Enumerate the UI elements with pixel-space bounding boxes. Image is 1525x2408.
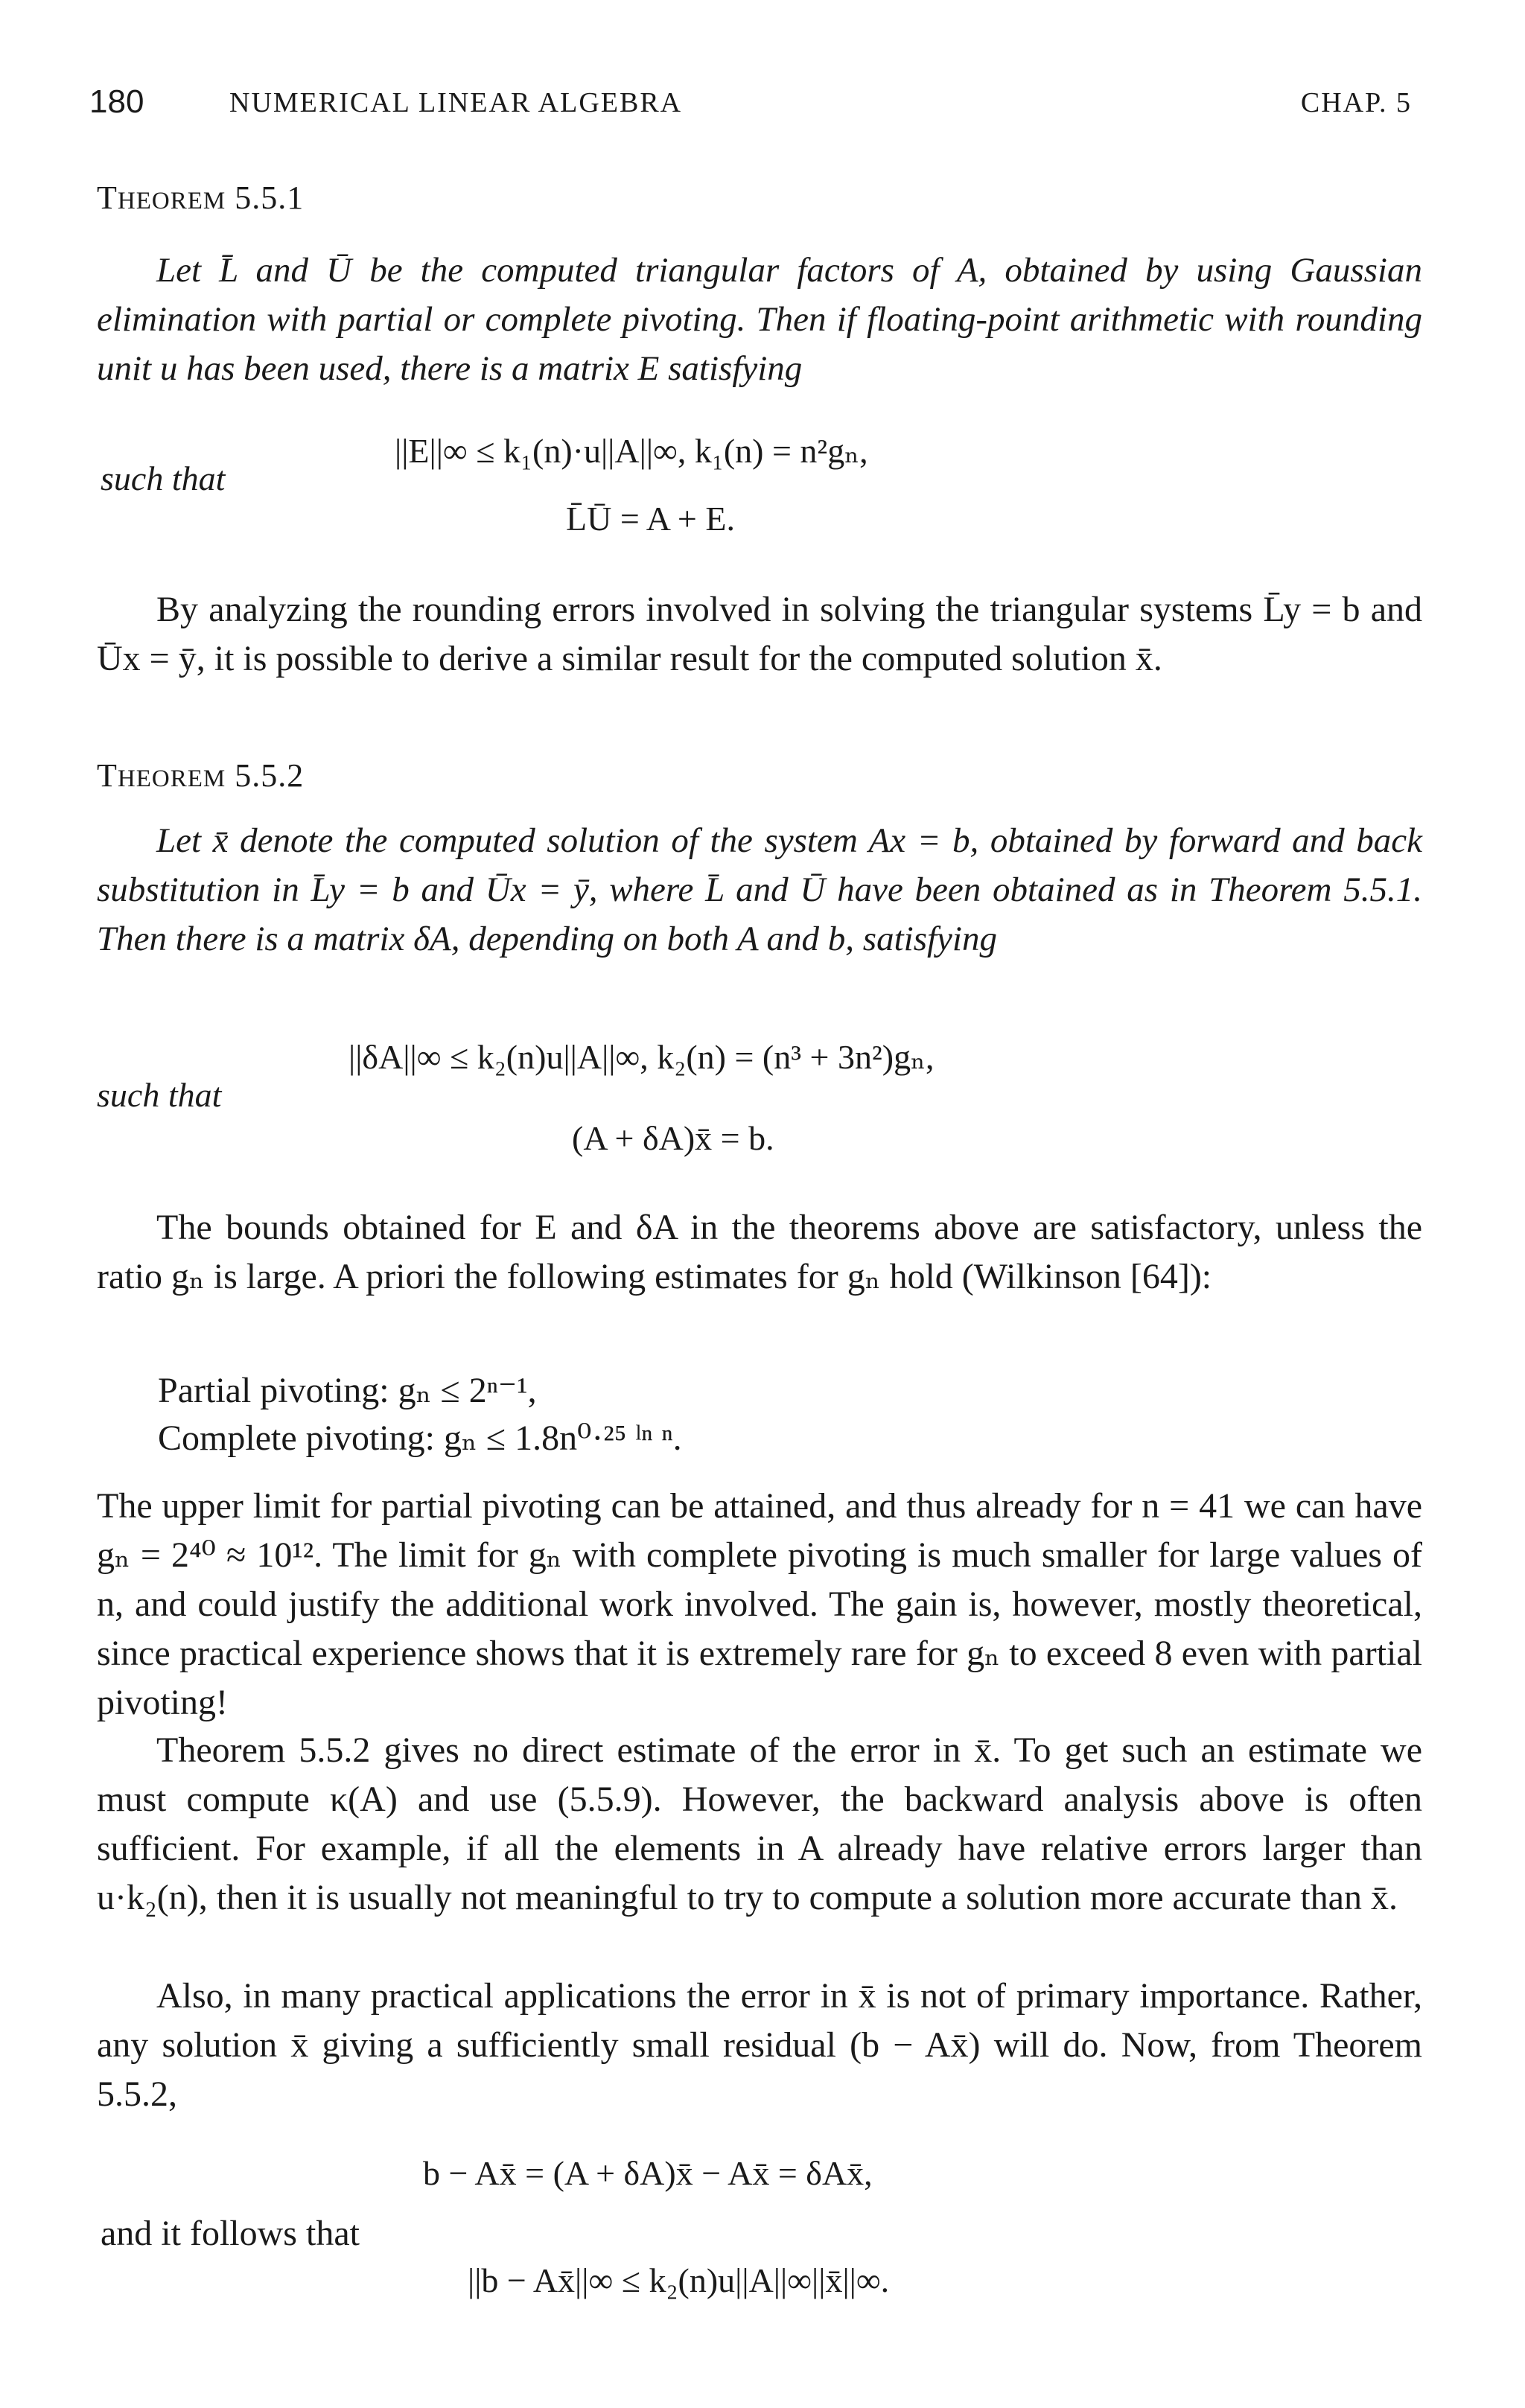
theorem-2-heading-initial: T [97, 757, 118, 794]
theorem-2-equation-perturbed: (A + δA)x̄ = b. [572, 1119, 774, 1157]
theorem-2-statement: Let x̄ denote the computed solution of the system Ax = b, obtained by forward and back substitution in L̄y = b and Ūx = ȳ, where L̄ and Ū have been obtained as in Theorem 5.5.1. Then there is a matrix δA, depending on both A and b, satisfying [97, 821, 1422, 958]
paragraph-bounds-text: The bounds obtained for E and δA in the theorems above are satisfactory, unless the ratio gₙ is large. A priori the following estimates for gₙ hold (Wilkinson [64]): [97, 1208, 1422, 1296]
page-number: 180 [89, 83, 144, 120]
paragraph-bounds [97, 1203, 1422, 1302]
estimate-complete-pivoting: Complete pivoting: gₙ ≤ 1.8n⁰·²⁵ ˡⁿ ⁿ. [158, 1418, 682, 1458]
paragraph-residual-text: Also, in many practical applications the error in x̄ is not of primary importance. Rather, any solution x̄ giving a sufficiently small residual (b − Ax̄) will do. Now, from Theorem 5.5.2, [97, 1976, 1422, 2114]
and-it-follows-text: and it follows that [101, 2214, 360, 2253]
running-title: NUMERICAL LINEAR ALGEBRA [229, 87, 683, 118]
growth-factor-estimates [158, 1367, 1349, 1462]
paragraph-triangular-systems [97, 585, 1422, 684]
theorem-1-number: 5.5.1 [235, 179, 305, 216]
paragraph-residual [97, 1972, 1422, 2119]
equation-final-bound: ||b − Ax̄||∞ ≤ k₂(n)u||A||∞||x̄||∞. [468, 2261, 890, 2299]
paragraph-error-estimate-text: Theorem 5.5.2 gives no direct estimate of the error in x̄. To get such an estimate we must compute κ(A) and use (5.5.9). However, the backward analysis above is often sufficient. For example, if all the elements in A already have relative errors larger than u·k₂(n), then it is usually not meaningful to try to compute a solution more accurate than x̄. [97, 1730, 1422, 1917]
theorem-1-equation-bound: ||E||∞ ≤ k₁(n)·u||A||∞, k₁(n) = n²gₙ, [395, 432, 868, 470]
theorem-1-heading-word: HEOREM [117, 188, 226, 214]
paragraph-triangular-systems-text: By analyzing the rounding errors involved in solving the triangular systems L̄y = b and Ūx = ȳ, it is possible to derive a similar result for the computed solution x̄. [97, 590, 1422, 678]
chapter-label: CHAP. 5 [1300, 87, 1412, 118]
theorem-1-statement: Let L̄ and Ū be the computed triangular factors of A, obtained by using Gaussian elimination with partial or complete pivoting. Then if floating-point arithmetic with rounding unit u has been used, there is a matrix E satisfying [97, 251, 1422, 388]
theorem-2-number: 5.5.2 [235, 757, 305, 794]
theorem-1-such-that: such that [101, 459, 226, 497]
theorem-1-heading-initial: T [97, 179, 118, 216]
paragraph-upper-limit: The upper limit for partial pivoting can be attained, and thus already for n = 41 we can have gₙ = 2⁴⁰ ≈ 10¹². The limit for gₙ with complete pivoting is much smaller for large values of n, and could justify the additional work involved. The gain is, however, mostly theoretical, since practical experience shows that it is extremely rare for gₙ to exceed 8 even with partial pivoting! [97, 1486, 1422, 1722]
theorem-2-such-that: such that [97, 1076, 222, 1114]
page-header [89, 83, 1430, 128]
paragraph-error-estimate [97, 1726, 1422, 1923]
theorem-1-heading [97, 179, 1422, 217]
theorem-2-heading [97, 757, 1422, 794]
theorem-2-heading-word: HEOREM [117, 765, 226, 792]
estimate-partial-pivoting: Partial pivoting: gₙ ≤ 2ⁿ⁻¹, [158, 1371, 537, 1410]
theorem-2-equation-bound: ||δA||∞ ≤ k₂(n)u||A||∞, k₂(n) = (n³ + 3n²)gₙ, [348, 1038, 935, 1076]
theorem-1-equation-factorization: L̄Ū = A + E. [566, 500, 735, 538]
equation-residual: b − Ax̄ = (A + δA)x̄ − Ax̄ = δAx̄, [423, 2154, 873, 2192]
